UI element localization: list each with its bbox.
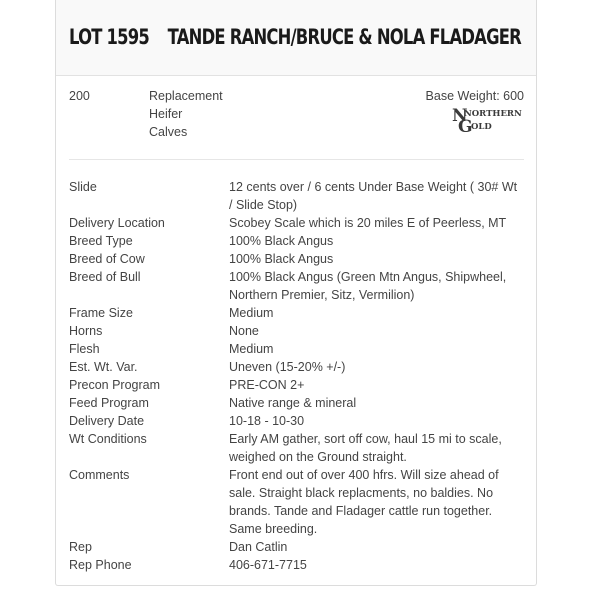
detail-label: Est. Wt. Var.	[69, 360, 138, 374]
svg-text:N: N	[452, 106, 468, 126]
logo-line2-rest: OLD	[471, 122, 492, 132]
detail-row	[69, 214, 529, 232]
detail-row	[69, 304, 529, 322]
detail-label: Breed of Bull	[69, 270, 141, 284]
detail-label: Rep Phone	[69, 558, 132, 572]
detail-row	[69, 430, 529, 466]
detail-value: None	[229, 324, 259, 338]
detail-label: Horns	[69, 324, 103, 338]
logo-line2-initial: G	[458, 117, 473, 133]
detail-label: Feed Program	[69, 396, 149, 410]
detail-value: Front end out of over 400 hfrs. Will size ahead of sale. Straight black replacments, no baldies. No brands. Tande and Fladager cattle run together. Same breeding.	[229, 468, 499, 536]
base-weight: Base Weight: 600	[425, 89, 524, 103]
lot-card	[55, 0, 537, 586]
lot-title: TANDE RANCH/BRUCE & NOLA FLADAGER	[167, 25, 521, 49]
detail-row	[69, 412, 529, 430]
description-line: Heifer	[149, 107, 183, 121]
detail-value: Scobey Scale which is 20 miles E of Peerless, MT	[229, 216, 507, 230]
detail-row	[69, 232, 529, 250]
detail-label: Breed of Cow	[69, 252, 145, 266]
head-count: 200	[69, 89, 90, 103]
detail-label: Delivery Date	[69, 414, 145, 428]
detail-value: Uneven (15-20% +/-)	[229, 360, 346, 374]
detail-row	[69, 322, 529, 340]
detail-value: 100% Black Angus	[229, 234, 334, 248]
detail-value: 406-671-7715	[229, 558, 307, 572]
detail-label: Flesh	[69, 342, 100, 356]
detail-label: Frame Size	[69, 306, 133, 320]
detail-value: 10-18 - 10-30	[229, 414, 305, 428]
detail-row	[69, 178, 529, 214]
detail-row	[69, 394, 529, 412]
detail-row	[69, 340, 529, 358]
detail-value: Early AM gather, sort off cow, haul 15 mi to scale, weighed on the Ground straight.	[229, 432, 502, 464]
lot-summary	[56, 76, 536, 159]
detail-row	[69, 250, 529, 268]
detail-label: Rep	[69, 540, 92, 554]
detail-value: Dan Catlin	[229, 540, 288, 554]
cattle-description	[149, 87, 223, 141]
detail-value: Medium	[229, 342, 274, 356]
detail-label: Comments	[69, 468, 130, 482]
description-line: Calves	[149, 125, 188, 139]
logo-line1: NORTHERN	[464, 109, 522, 119]
detail-row	[69, 556, 529, 574]
detail-label: Wt Conditions	[69, 432, 147, 446]
northern-gold-logo	[452, 105, 524, 133]
detail-value: 100% Black Angus (Green Mtn Angus, Shipwheel, Northern Premier, Sitz, Vermilion)	[229, 270, 507, 302]
detail-row	[69, 466, 529, 538]
lot-header	[56, 0, 536, 76]
description-line: Replacement	[149, 89, 223, 103]
detail-row	[69, 376, 529, 394]
detail-value: 100% Black Angus	[229, 252, 334, 266]
detail-value: Medium	[229, 306, 274, 320]
lot-number: LOT 1595	[69, 25, 150, 49]
detail-row	[69, 358, 529, 376]
detail-value: 12 cents over / 6 cents Under Base Weight ( 30# Wt / Slide Stop)	[229, 180, 518, 212]
summary-divider	[69, 159, 524, 160]
detail-row	[69, 268, 529, 304]
detail-label: Slide	[69, 180, 97, 194]
detail-value: Native range & mineral	[229, 396, 357, 410]
lot-details	[69, 178, 529, 574]
detail-label: Breed Type	[69, 234, 133, 248]
detail-value: PRE-CON 2+	[229, 378, 305, 392]
detail-row	[69, 538, 529, 556]
detail-label: Delivery Location	[69, 216, 165, 230]
detail-label: Precon Program	[69, 378, 161, 392]
